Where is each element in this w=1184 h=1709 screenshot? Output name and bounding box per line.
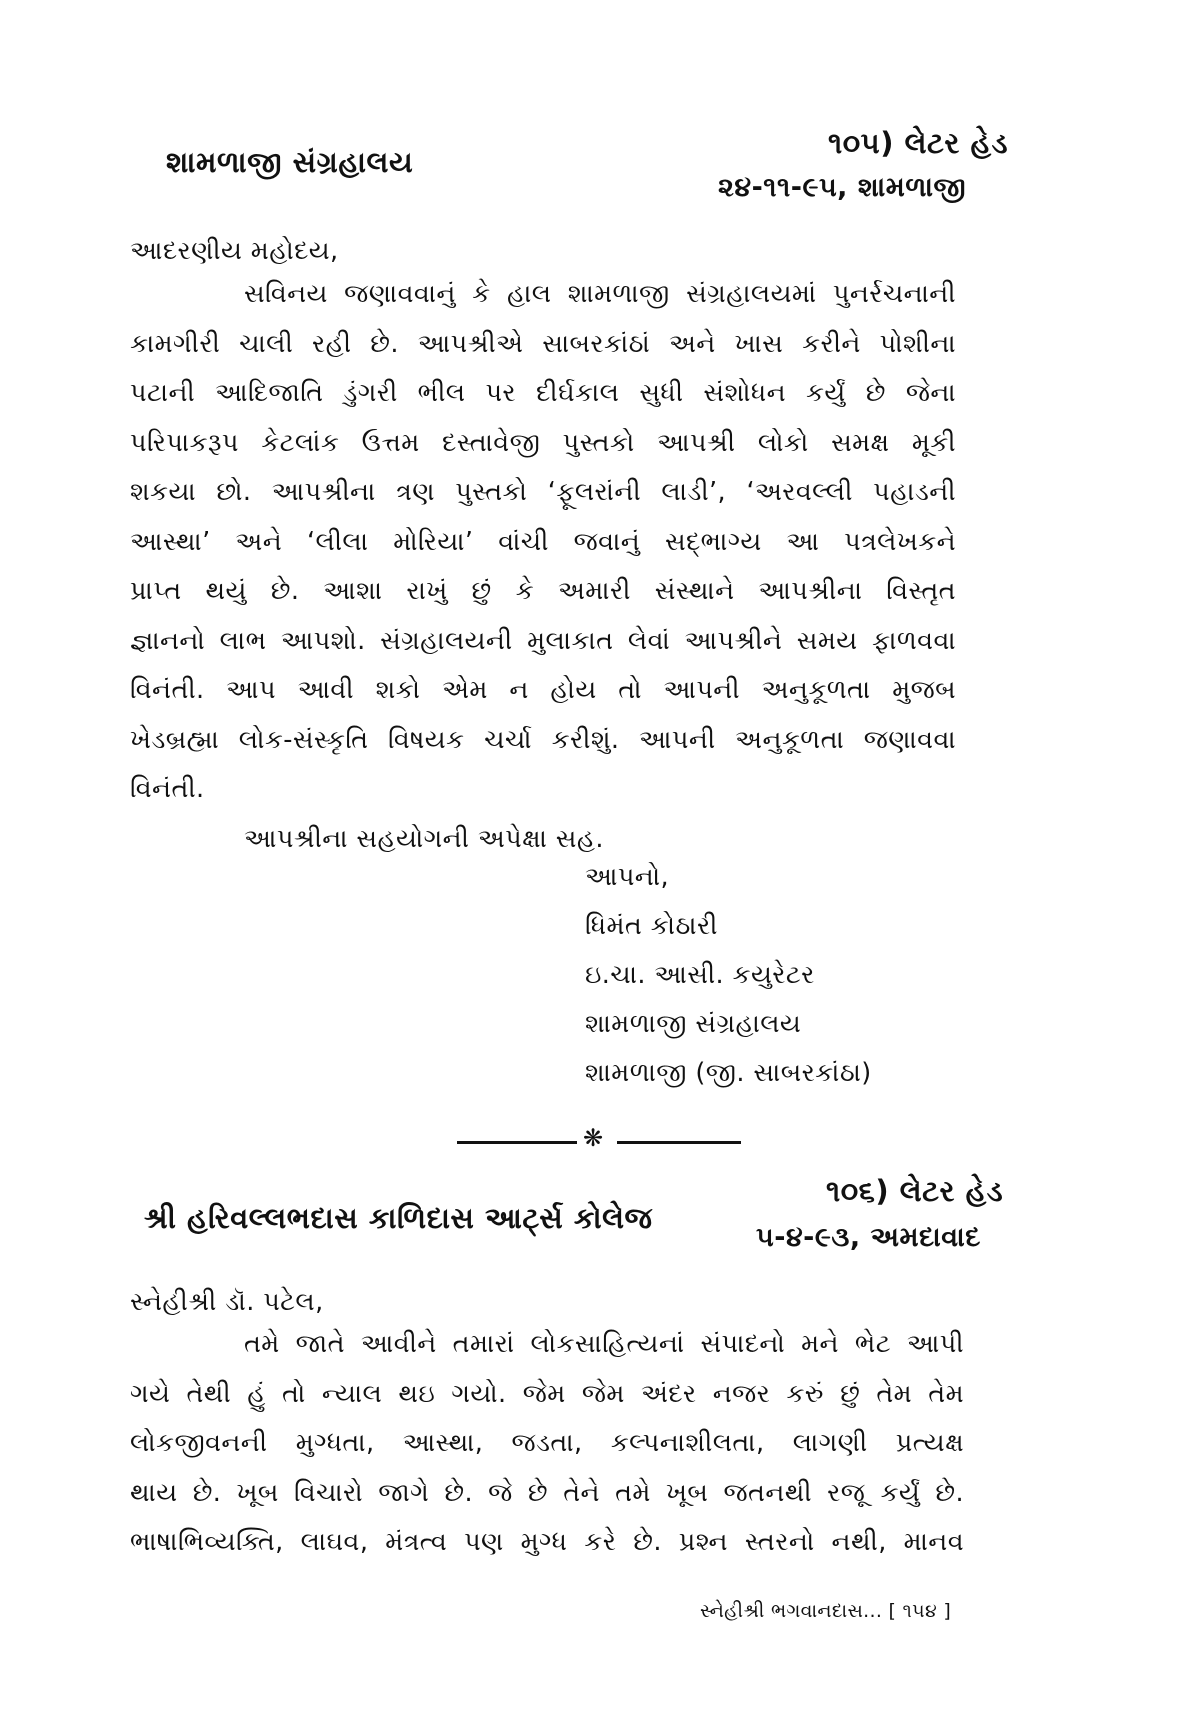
body-line: ગયે તેથી હું તો ન્યાલ થઇ ગયો. જેમ જેમ અંદર નજર કરું છું તેમ તેમ	[130, 1378, 964, 1409]
body-line: સવિનય જણાવવાનું કે હાલ શામળાજી સંગ્રહાલયમાં પુનર્રચનાની	[244, 279, 956, 309]
body-line: પ્રાપ્ત થયું છે. આશા રાખું છું કે અમારી સંસ્થાને આપશ્રીના વિસ્તૃત	[130, 576, 956, 606]
letter106-date-place: ૫-૪-૯૩, અમદાવાદ	[756, 1222, 981, 1253]
letter106-heading: ૧૦૬) લેટર હેડ	[826, 1174, 1004, 1208]
body-line: ખેડબ્રહ્મા લોક-સંસ્કૃતિ વિષયક ચર્ચા કરીશું. આપની અનુકૂળતા જણાવવા	[130, 724, 956, 755]
ornamental-divider	[457, 1124, 741, 1152]
signature-line: ઇ.ચા. આસી. કયુરેટર	[585, 960, 815, 990]
body-line: પટાની આદિજાતિ ડુંગરી ભીલ પર દીર્ઘકાલ સુધી સંશોધન કર્યું છે જેના	[130, 378, 956, 408]
body-line: જ્ઞાનનો લાભ આપશો. સંગ્રહાલયની મુલાકાત લેવાં આપશ્રીને સમય ફાળવવા	[130, 625, 956, 656]
letter105-date-place: ૨૪-૧૧-૯૫, શામળાજી	[718, 172, 967, 203]
body-line: ભાષાભિવ્યક્તિ, લાઘવ, મંત્રત્વ પણ મુગ્ધ કરે છે. પ્રશ્ન સ્તરનો નથી, માનવ	[130, 1527, 964, 1557]
letter105-body	[130, 270, 956, 864]
letter105-institution: શામળાજી સંગ્રહાલય	[166, 145, 414, 179]
body-line: થાય છે. ખૂબ વિચારો જાગે છે. જે છે તેને તમે ખૂબ જતનથી રજૂ કર્યું છે.	[130, 1477, 964, 1508]
body-line: તમે જાતે આવીને તમારાં લોકસાહિત્યનાં સંપાદનો મને ભેટ આપી	[244, 1329, 964, 1359]
letter106-body	[130, 1320, 964, 1568]
signature-line: શામળાજી સંગ્રહાલય	[585, 1009, 802, 1039]
divider-ornament-icon: ❋	[583, 1124, 604, 1152]
body-line: પરિપાકરૂપ કેટલાંક ઉત્તમ દસ્તાવેજી પુસ્તકો આપશ્રી લોકો સમક્ષ મૂકી	[130, 427, 956, 458]
signature-line: આપનો,	[585, 862, 670, 892]
body-line: કામગીરી ચાલી રહી છે. આપશ્રીએ સાબરકાંઠાં અને ખાસ કરીને પોશીના	[130, 328, 956, 359]
letter105-closing: આપશ્રીના સહયોગની અપેક્ષા સહ.	[244, 823, 604, 854]
signature-line: શામળાજી (જી. સાબરકાંઠા)	[585, 1058, 872, 1088]
running-footer: સ્નેહીશ્રી ભગવાનદાસ... [ ૧૫૪ ]	[700, 1600, 952, 1622]
body-line: વિનંતી.	[130, 774, 205, 804]
letter105-heading: ૧૦૫) લેટર હેડ	[828, 126, 1009, 160]
letter106-institution: શ્રી હરિવલ્લભદાસ કાળિદાસ આર્ટ્સ કોલેજ	[144, 1201, 653, 1235]
divider-rule-left	[457, 1141, 577, 1144]
signature-line: ધિમંત કોઠારી	[585, 911, 718, 941]
body-line: લોકજીવનની મુગ્ધતા, આસ્થા, જડતા, કલ્પનાશીલતા, લાગણી પ્રત્યક્ષ	[130, 1428, 964, 1458]
body-line: આસ્થા’ અને ‘લીલા મોરિયા’ વાંચી જવાનું સદ્ભાગ્ય આ પત્રલેખકને	[130, 526, 956, 557]
letter106-salutation: સ્નેહીશ્રી ડૉ. પટેલ,	[130, 1287, 324, 1317]
body-line: શકયા છો. આપશ્રીના ત્રણ પુસ્તકો ‘ફૂલરાંની લાડી’, ‘અરવલ્લી પહાડની	[130, 477, 956, 507]
divider-rule-right	[617, 1141, 741, 1144]
body-line: વિનંતી. આપ આવી શકો એમ ન હોય તો આપની અનુકૂળતા મુજબ	[130, 675, 956, 705]
letter105-salutation: આદરણીય મહોદય,	[130, 236, 339, 266]
